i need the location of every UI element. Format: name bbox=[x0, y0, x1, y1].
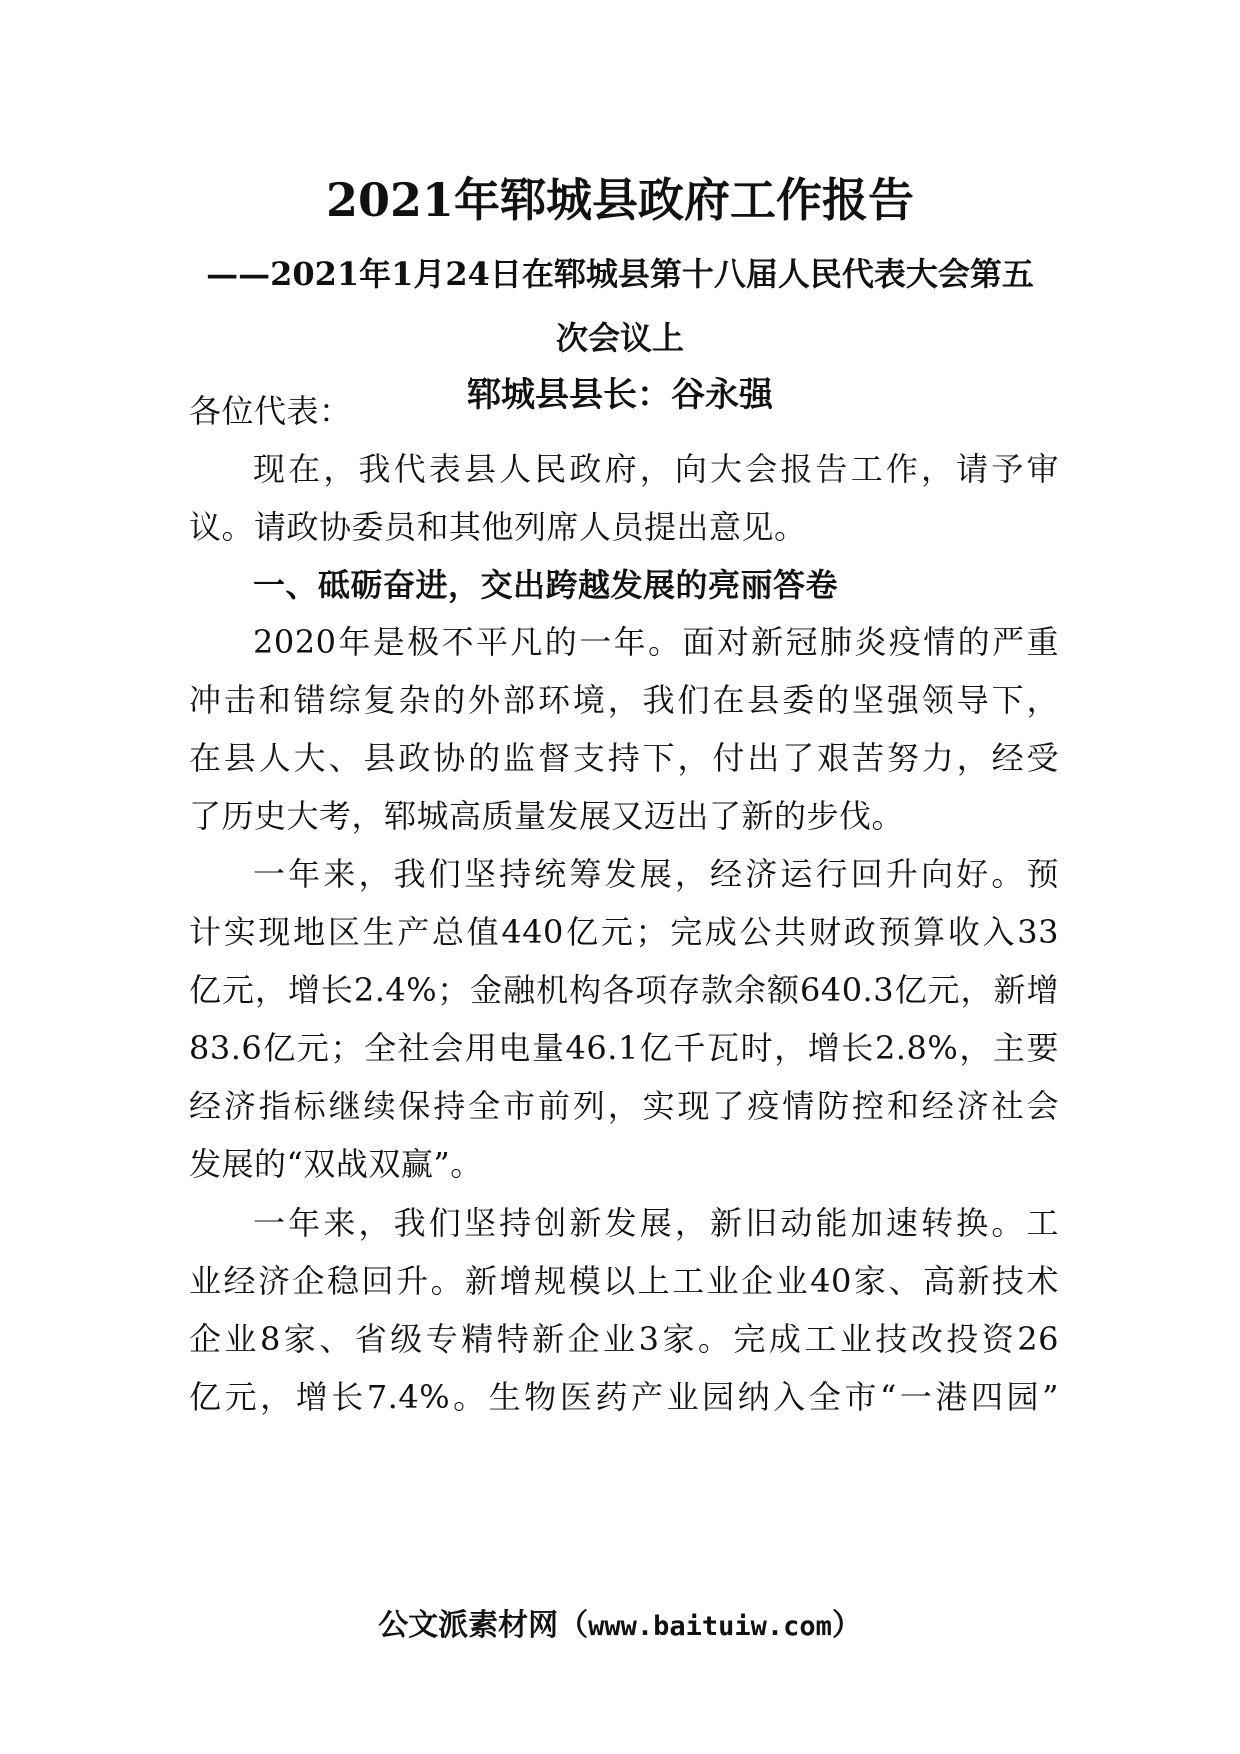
page-footer bbox=[0, 1606, 1240, 1647]
footer-open-paren: （ bbox=[558, 1608, 589, 1643]
subtitle-line: ——2021年1月24日在郓城县第十八届人民代表大会第五 bbox=[206, 255, 1034, 293]
paragraph-line: 业经济企稳回升。新增规模以上工业企业40家、高新技术 bbox=[189, 1262, 1059, 1300]
salutation: 各位代表： bbox=[189, 392, 352, 430]
paragraph-line: 企业8家、省级专精特新企业3家。完成工业技改投资26 bbox=[189, 1320, 1059, 1358]
document-title: 2021年郓城县政府工作报告 bbox=[325, 173, 915, 227]
paragraph-line: 2020年是极不平凡的一年。面对新冠肺炎疫情的严重 bbox=[253, 623, 1059, 661]
paragraph-line: 一年来，我们坚持统筹发展，经济运行回升向好。预 bbox=[253, 855, 1059, 893]
paragraph-line: 一年来，我们坚持创新发展，新旧动能加速转换。工 bbox=[253, 1204, 1059, 1242]
section-heading: 一、砥砺奋进，交出跨越发展的亮丽答卷 bbox=[253, 566, 839, 604]
document-subtitle bbox=[190, 242, 1050, 370]
paragraph-line: 发展的“双战双赢”。 bbox=[189, 1145, 483, 1183]
paragraph-line: 在县人大、县政协的监督支持下，付出了艰苦努力，经受 bbox=[189, 739, 1059, 777]
paragraph-line: 现在，我代表县人民政府，向大会报告工作，请予审 bbox=[253, 450, 1059, 488]
paragraph-line: 议。请政协委员和其他列席人员提出意见。 bbox=[189, 508, 807, 546]
paragraph-line: 冲击和错综复杂的外部环境，我们在县委的坚强领导下， bbox=[189, 681, 1059, 719]
paragraph-line: 了历史大考，郓城高质量发展又迈出了新的步伐。 bbox=[189, 797, 905, 835]
paragraph-line: 亿元，增长7.4%。生物医药产业园纳入全市“一港四园” bbox=[189, 1378, 1059, 1416]
paragraph-line: 亿元，增长2.4%；金融机构各项存款余额640.3亿元，新增 bbox=[189, 971, 1059, 1009]
paragraph-line: 经济指标继续保持全市前列，实现了疫情防控和经济社会 bbox=[189, 1087, 1059, 1125]
footer-close-paren: ） bbox=[831, 1608, 862, 1643]
footer-url: www.baituiw.com bbox=[588, 1611, 832, 1642]
paragraph-line: 计实现地区生产总值440亿元；完成公共财政预算收入33 bbox=[189, 913, 1059, 951]
footer-site-name: 公文派素材网 bbox=[378, 1608, 559, 1643]
document-author: 郓城县县长：谷永强 bbox=[467, 375, 773, 415]
subtitle-line: 次会议上 bbox=[555, 319, 684, 357]
paragraph-line: 83.6亿元；全社会用电量46.1亿千瓦时，增长2.8%，主要 bbox=[189, 1029, 1059, 1067]
